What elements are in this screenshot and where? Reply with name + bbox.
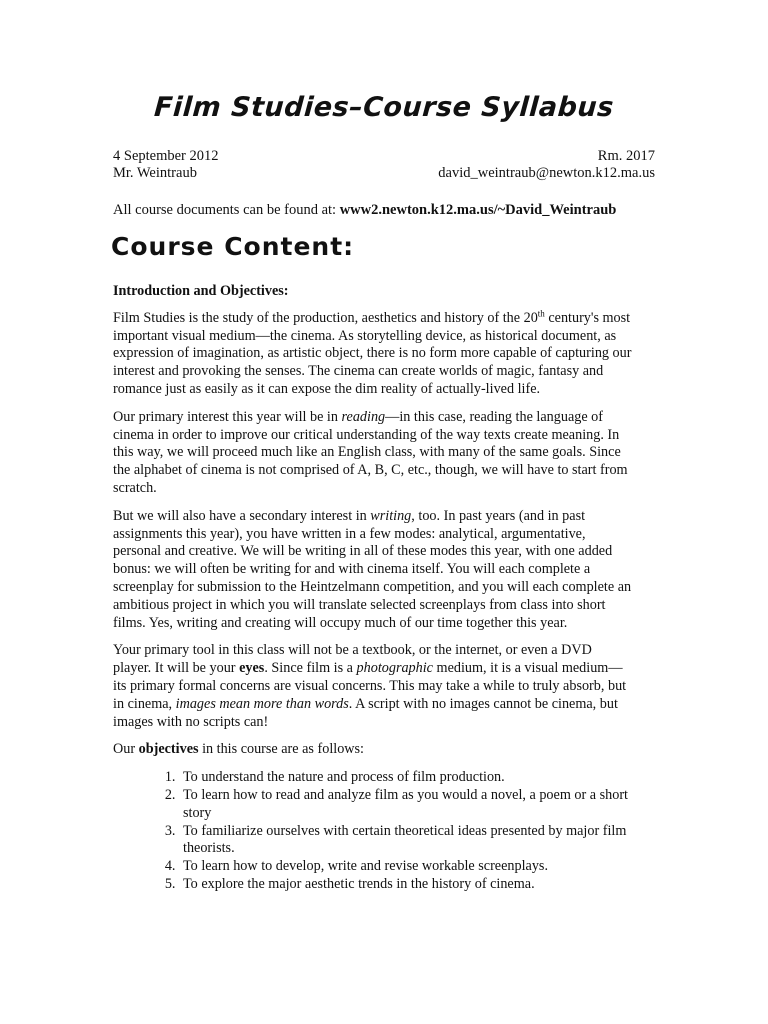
subheading: Introduction and Objectives: — [113, 283, 289, 299]
date: 4 September 2012 — [113, 148, 219, 164]
objective-item: 2. To learn how to read and analyze film as you would a novel, a poem or a short story — [179, 787, 633, 823]
meta-row-date-room — [113, 148, 655, 165]
paragraph-eyes: Your primary tool in this class will not be a textbook, or the internet, or even a DVD player. It will be your eyes. Since film is a photographic medium, it is a visual medium—its primary formal concerns are visual concerns. This may take a while to truly absorb, but in cinema, images mean more than words. A script with no images cannot be cinema, but images with no scripts can! — [113, 642, 627, 730]
objectives-list — [113, 769, 633, 894]
section-body — [113, 283, 633, 894]
teacher-name: Mr. Weintraub — [113, 165, 197, 181]
paragraph-writing: But we will also have a secondary interest in writing, too. In past years (and in past assignments this year), you have written in a few modes: analytical, argumentative, personal and creative. We will be writing in all of these modes this year, with one added bonus: we will often be writing for and with cinema itself. You will each complete a screenplay for submission to the Heintzelmann competition, and you will each complete an ambitious project in which you will translate selected screenplays from class into short films. Yes, writing and creating will occupy much of our time together this year. — [113, 507, 632, 631]
docs-url: www2.newton.k12.ma.us/~David_Weintraub — [339, 202, 617, 218]
paragraph-objectives-intro: Our objectives in this course are as follows: — [113, 741, 364, 758]
objective-item: 5. To explore the major aesthetic trends in the history of cinema. — [179, 876, 633, 894]
page-title: Film Studies–Course Syllabus — [153, 92, 615, 123]
paragraph-reading: Our primary interest this year will be in reading—in this case, reading the language of cinema in order to improve our critical understanding of the way texts create meaning. In this way, we will proceed much like an English class, with many of the same goals. Since the alphabet of cinema is not comprised of A, B, C, etc., though, we will have to start from scratch. — [113, 408, 628, 496]
objective-item: 3. To familiarize ourselves with certain theoretical ideas presented by major film theorists. — [179, 823, 633, 859]
meta-row-teacher-email — [113, 165, 655, 182]
room: Rm. 2017 — [597, 148, 655, 164]
objective-item: 4. To learn how to develop, write and revise workable screenplays. — [179, 858, 633, 876]
docs-line — [113, 202, 616, 219]
docs-prefix: All course documents can be found at: — [113, 202, 337, 218]
paragraph-intro: Film Studies is the study of the production, aesthetics and history of the 20th century's most important visual medium—the cinema. As storytelling device, as historical document, as expression of imagination, as artistic object, there is no form more capable of capturing our interest and provoking the senses. The cinema can create worlds of magic, fantasy and romance just as easily as it can expose the dim reality of actually-lived life. — [113, 308, 632, 397]
section-heading: Course Content: — [111, 232, 355, 261]
teacher-email: david_weintraub@newton.k12.ma.us — [438, 165, 655, 181]
objective-item: 1. To understand the nature and process of film production. — [179, 769, 633, 787]
